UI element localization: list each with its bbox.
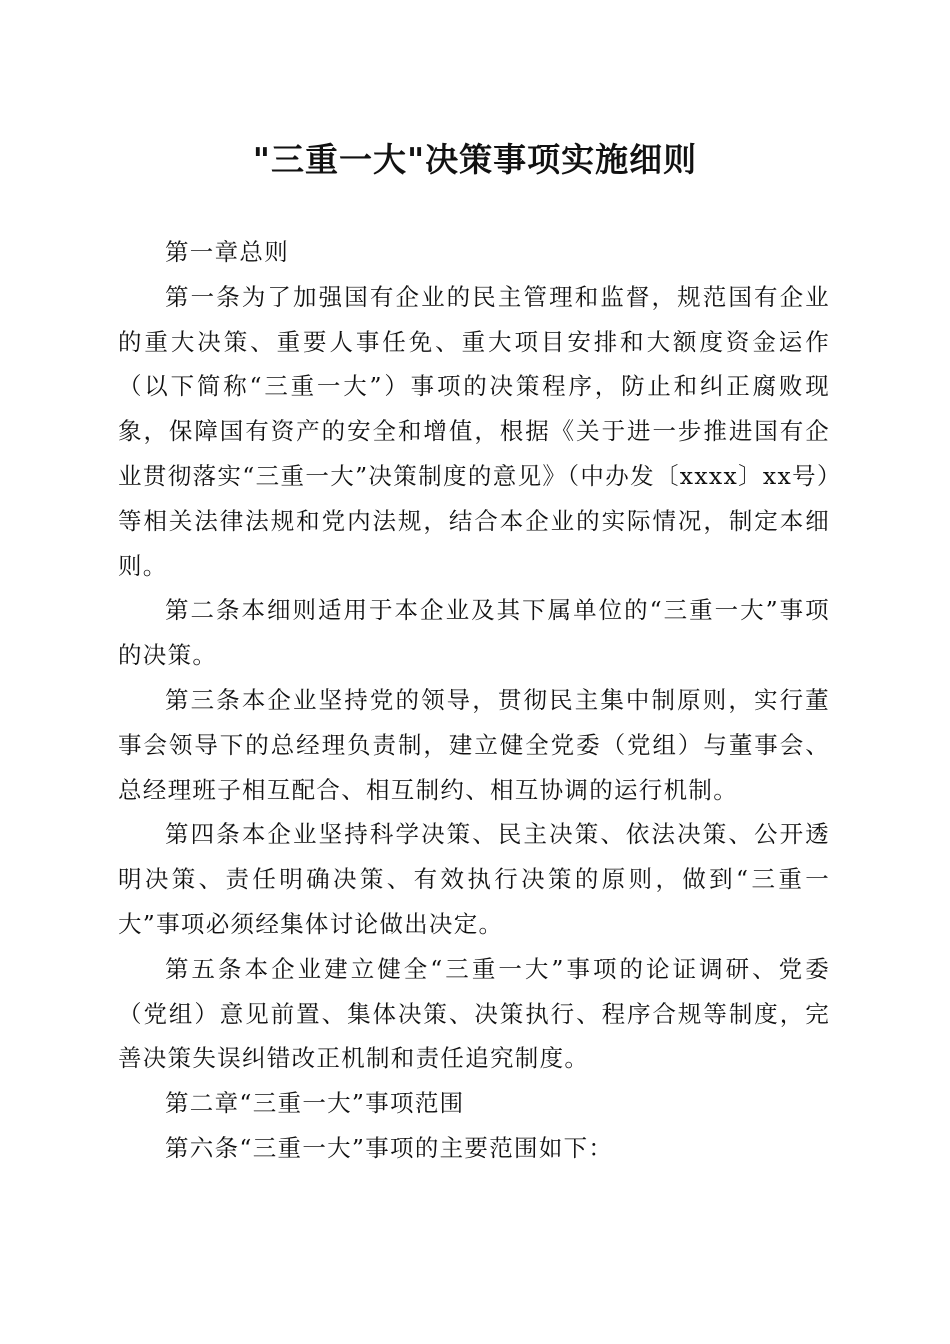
chapter-heading: 第一章总则	[165, 238, 289, 266]
article-paragraph: 第一条为了加强国有企业的民主管理和监督，规范国有企业的重大决策、重要人事任免、重大项目安排和大额度资金运作（以下简称“三重一大”）事项的决策程序，防止和纠正腐败现象，保障国有资产的安全和增值，根据《关于进一步推进国有企业贯彻落实“三重一大”决策制度的意见》（中办发〔xxxx〕xx号）等相关法律法规和党内法规，结合本企业的实际情况，制定本细则。	[118, 282, 830, 580]
chapter-heading: 第二章“三重一大”事项范围	[165, 1089, 465, 1118]
document-title: "三重一大"决策事项实施细则	[252, 140, 698, 179]
article-paragraph: 第六条“三重一大”事项的主要范围如下：	[165, 1133, 614, 1162]
document-body	[118, 230, 830, 1171]
article-paragraph: 第三条本企业坚持党的领导，贯彻民主集中制原则，实行董事会领导下的总经理负责制，建立健全党委（党组）与董事会、总经理班子相互配合、相互制约、相互协调的运行机制。	[118, 685, 830, 804]
article-paragraph: 第二条本细则适用于本企业及其下属单位的“三重一大”事项的决策。	[118, 596, 830, 670]
article-paragraph: 第四条本企业坚持科学决策、民主决策、依法决策、公开透明决策、责任明确决策、有效执行决策的原则，做到“三重一大”事项必须经集体讨论做出决定。	[118, 820, 830, 938]
article-paragraph: 第五条本企业建立健全“三重一大”事项的论证调研、党委（党组）意见前置、集体决策、决策执行、程序合规等制度，完善决策失误纠错改正机制和责任追究制度。	[118, 954, 830, 1073]
